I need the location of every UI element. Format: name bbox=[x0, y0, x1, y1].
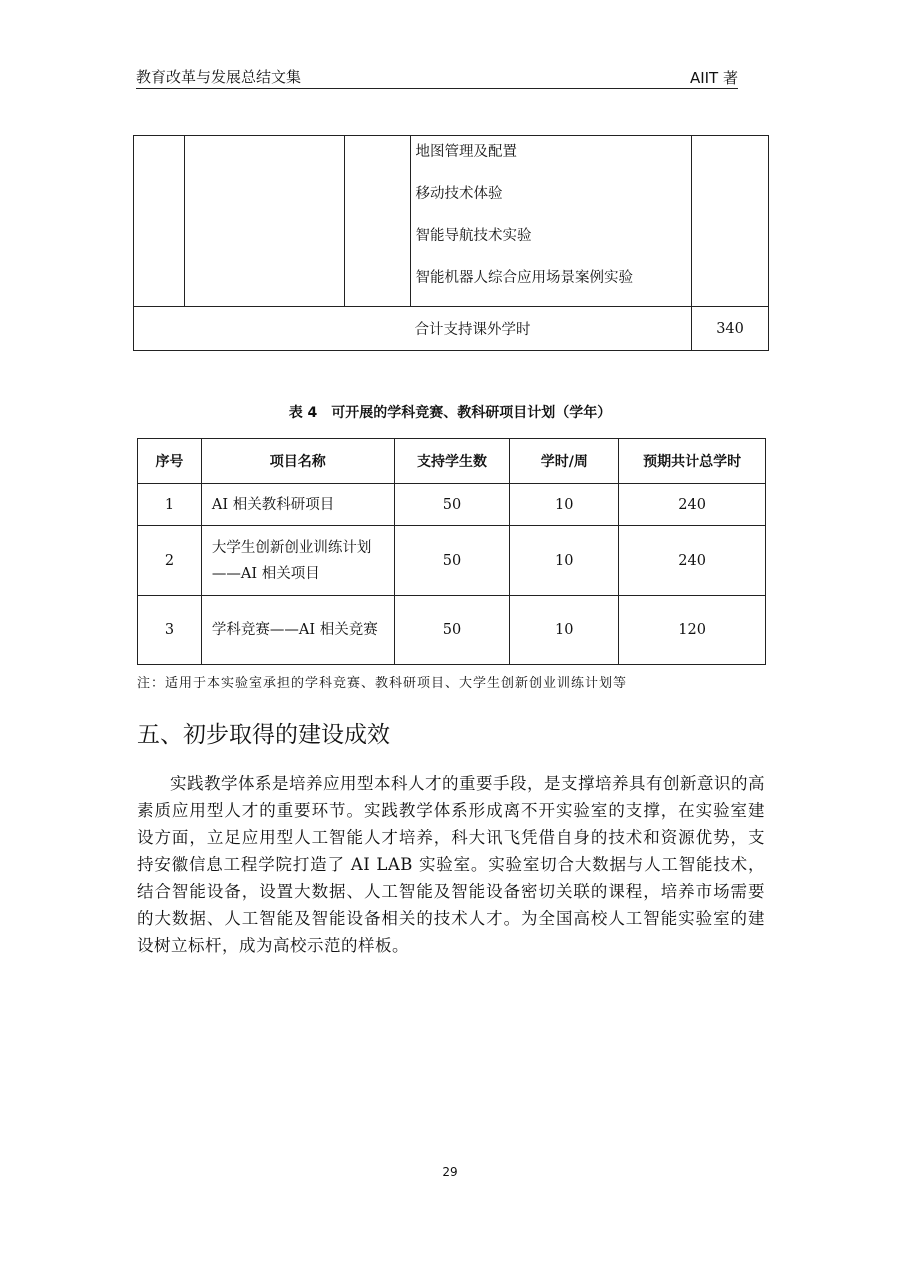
experiment-item: 智能导航技术实验 bbox=[415, 228, 532, 244]
total-hours: 240 bbox=[619, 526, 766, 596]
competition-plan-table bbox=[137, 438, 766, 665]
table-row bbox=[138, 526, 766, 596]
table-header-row bbox=[138, 439, 766, 484]
row-number: 2 bbox=[138, 526, 202, 596]
table-caption: 表 4 可开展的学科竞赛、教科研项目计划（学年） bbox=[288, 405, 612, 421]
row-number: 3 bbox=[138, 596, 202, 665]
total-hours: 240 bbox=[619, 484, 766, 526]
header-title: 教育改革与发展总结文集 bbox=[136, 68, 302, 86]
hours-per-week: 10 bbox=[510, 484, 619, 526]
total-label: 合计支持课外学时 bbox=[134, 307, 692, 351]
student-count: 50 bbox=[394, 526, 510, 596]
table-row bbox=[138, 596, 766, 665]
total-row bbox=[134, 307, 769, 351]
header-cell: 预期共计总学时 bbox=[619, 439, 766, 484]
student-count: 50 bbox=[394, 484, 510, 526]
experiment-items-cell bbox=[410, 136, 692, 307]
page-header bbox=[136, 66, 738, 89]
header-cell: 支持学生数 bbox=[394, 439, 510, 484]
continued-table-row bbox=[134, 136, 769, 307]
table-cell bbox=[134, 136, 185, 307]
student-count: 50 bbox=[394, 596, 510, 665]
experiment-item: 地图管理及配置 bbox=[415, 144, 518, 160]
continued-table bbox=[133, 135, 769, 351]
table-cell bbox=[344, 136, 410, 307]
table-cell bbox=[692, 136, 769, 307]
table-row bbox=[138, 484, 766, 526]
section-heading: 五、初步取得的建设成效 bbox=[137, 722, 390, 748]
table-note: 注：适用于本实验室承担的学科竞赛、教科研项目、大学生创新创业训练计划等 bbox=[137, 676, 628, 691]
header-cell: 项目名称 bbox=[201, 439, 394, 484]
project-name: 大学生创新创业训练计划——AI 相关项目 bbox=[201, 526, 394, 596]
project-name: 学科竞赛——AI 相关竞赛 bbox=[201, 596, 394, 665]
header-author: AIIT 著 bbox=[689, 69, 738, 87]
table-cell bbox=[184, 136, 344, 307]
project-name: AI 相关教科研项目 bbox=[201, 484, 394, 526]
hours-per-week: 10 bbox=[510, 526, 619, 596]
total-hours: 120 bbox=[619, 596, 766, 665]
experiment-item: 智能机器人综合应用场景案例实验 bbox=[415, 270, 634, 286]
body-paragraph: 实践教学体系是培养应用型本科人才的重要手段，是支撑培养具有创新意识的高素质应用型人才的重要环节。实践教学体系形成离不开实验室的支撑，在实验室建设方面，立足应用型人工智能人才培养，科大讯飞凭借自身的技术和资源优势，支持安徽信息工程学院打造了 AI LAB 实验室。实验室切合大数据与人工智能技术，结合智能设备，设置大数据、人工智能及智能设备密切关联的课程，培养市场需要的大数据、人工智能及智能设备相关的技术人才。为全国高校人工智能实验室的建设树立标杆，成为高校示范的样板。 bbox=[137, 774, 765, 955]
page-number: 29 bbox=[442, 1165, 458, 1179]
header-cell: 学时/周 bbox=[510, 439, 619, 484]
total-value: 340 bbox=[692, 307, 769, 351]
hours-per-week: 10 bbox=[510, 596, 619, 665]
header-cell: 序号 bbox=[138, 439, 202, 484]
experiment-item: 移动技术体验 bbox=[415, 186, 503, 202]
row-number: 1 bbox=[138, 484, 202, 526]
